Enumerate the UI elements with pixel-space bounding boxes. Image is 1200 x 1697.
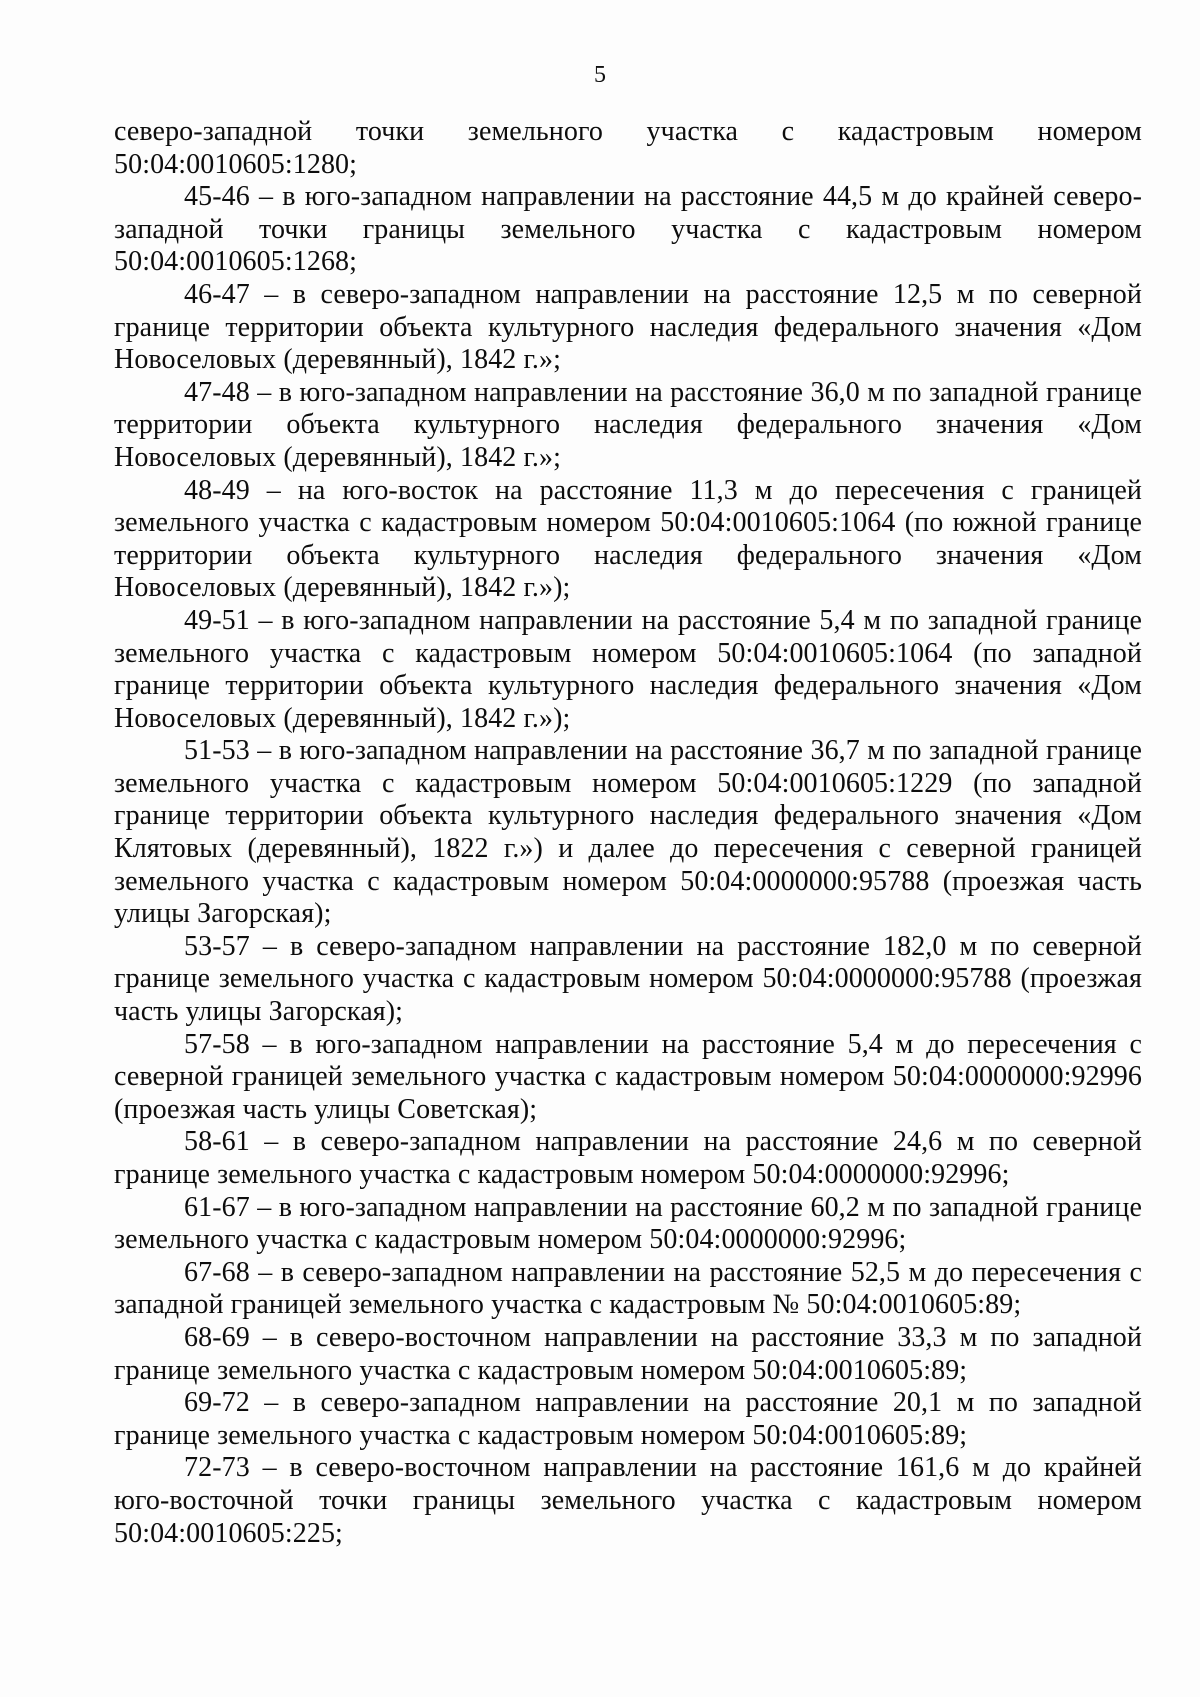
paragraph-segment-68-69: 68-69 – в северо-восточном направлении на расстояние 33,3 м по западной границе земельного участка с кадастровым номером 50:04:0010605:89; [114,1321,1142,1386]
paragraph-segment-61-67: 61-67 – в юго-западном направлении на расстояние 60,2 м по западной границе земельного участка с кадастровым номером 50:04:0000000:92996; [114,1191,1142,1256]
paragraph-segment-49-51: 49-51 – в юго-западном направлении на расстояние 5,4 м по западной границе земельного участка с кадастровым номером 50:04:0010605:1064 (по западной границе территории объекта культурного наследия федерального значения «Дом Новоселовых (деревянный), 1842 г.»); [114,604,1142,734]
paragraph-segment-67-68: 67-68 – в северо-западном направлении на расстояние 52,5 м до пересечения с западной границей земельного участка с кадастровым № 50:04:0010605:89; [114,1256,1142,1321]
paragraph-segment-69-72: 69-72 – в северо-западном направлении на расстояние 20,1 м по западной границе земельного участка с кадастровым номером 50:04:0010605:89; [114,1387,1142,1451]
paragraph-segment-72-73: 72-73 – в северо-восточном направлении на расстояние 161,6 м до крайней юго-восточной точки границы земельного участка с кадастровым номером 50:04:0010605:225; [114,1452,1142,1549]
document-body [114,116,1142,1550]
paragraph-segment-45-46: 45-46 – в юго-западном направлении на расстояние 44,5 м до крайней северо-западной точки границы земельного участка с кадастровым номером 50:04:0010605:1268; [114,181,1142,278]
paragraph-segment-58-61: 58-61 – в северо-западном направлении на расстояние 24,6 м по северной границе земельного участка с кадастровым номером 50:04:0000000:92996; [114,1126,1142,1190]
paragraph-segment-51-53: 51-53 – в юго-западном направлении на расстояние 36,7 м по западной границе земельного участка с кадастровым номером 50:04:0010605:1229 (по западной границе территории объекта культурного наследия федерального значения «Дом Клятовых (деревянный), 1822 г.») и далее до пересечения с северной границей земельного участка с кадастровым номером 50:04:0000000:95788 (проезжая часть улицы Загорская); [114,735,1142,930]
page-number: 5 [594,62,606,88]
paragraph-segment-53-57: 53-57 – в северо-западном направлении на расстояние 182,0 м по северной границе земельного участка с кадастровым номером 50:04:0000000:95788 (проезжая часть улицы Загорская); [114,930,1142,1028]
paragraph-segment-46-47: 46-47 – в северо-западном направлении на расстояние 12,5 м по северной границе территории объекта культурного наследия федерального значения «Дом Новоселовых (деревянный), 1842 г.»; [114,278,1142,376]
paragraph-segment-48-49: 48-49 – на юго-восток на расстояние 11,3 м до пересечения с границей земельного участка с кадастровым номером 50:04:0010605:1064 (по южной границе территории объекта культурного наследия федерального значения «Дом Новоселовых (деревянный), 1842 г.»); [114,474,1142,604]
paragraph-segment-47-48: 47-48 – в юго-западном направлении на расстояние 36,0 м по западной границе территории объекта культурного наследия федерального значения «Дом Новоселовых (деревянный), 1842 г.»; [114,376,1142,473]
paragraph-continuation: северо-западной точки земельного участка с кадастровым номером 50:04:0010605:1280; [114,116,1142,180]
paragraph-segment-57-58: 57-58 – в юго-западном направлении на расстояние 5,4 м до пересечения с северной границей земельного участка с кадастровым номером 50:04:0000000:92996 (проезжая часть улицы Советская); [114,1028,1142,1125]
